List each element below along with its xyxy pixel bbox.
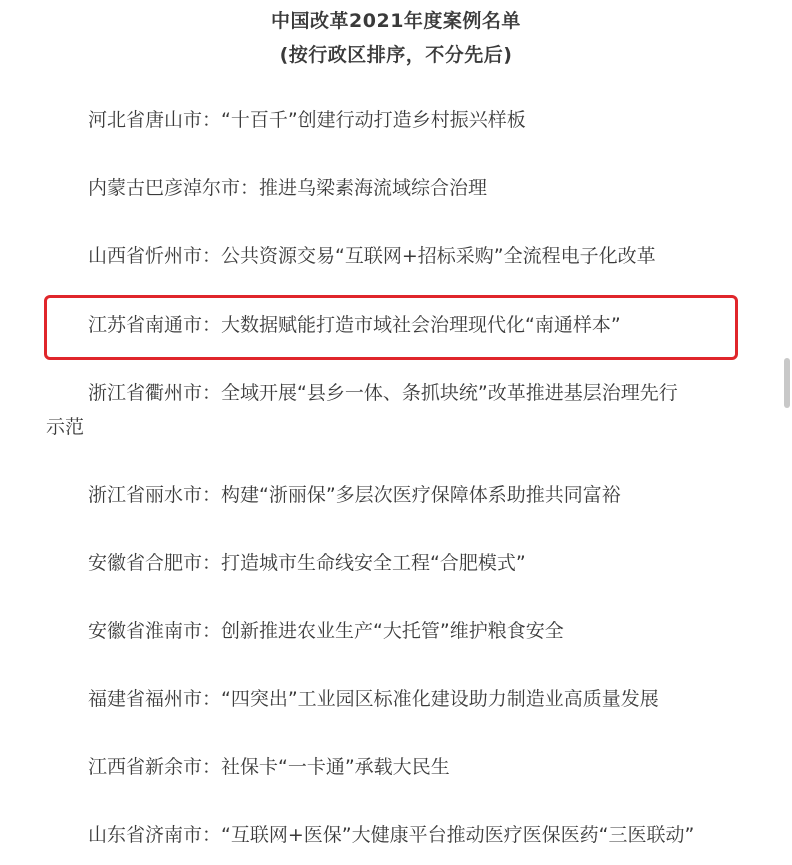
- list-item: [0, 171, 760, 205]
- page-subtitle: (按行政区排序，不分先后): [279, 44, 513, 66]
- list-item: [0, 614, 760, 648]
- list-item: [0, 103, 760, 137]
- list-item: [0, 546, 760, 580]
- list-item: [0, 239, 760, 273]
- list-item-text: 安徽省淮南市：创新推进农业生产“大托管”维护粮食安全: [88, 620, 564, 642]
- list-item: [0, 376, 760, 444]
- list-item-continuation: 示范: [46, 416, 85, 438]
- page-title: 中国改革2021年度案例名单: [271, 10, 521, 32]
- list-item-text: 江苏省南通市：大数据赋能打造市域社会治理现代化“南通样本”: [88, 314, 621, 336]
- list-item: [0, 478, 760, 512]
- list-item-text: 浙江省衢州市：全域开展“县乡一体、条抓块统”改革推进基层治理先行: [88, 382, 678, 404]
- list-item: [0, 682, 760, 716]
- list-item-text: 山西省忻州市：公共资源交易“互联网+招标采购”全流程电子化改革: [88, 245, 656, 267]
- list-item-text: 河北省唐山市：“十百千”创建行动打造乡村振兴样板: [88, 109, 526, 131]
- list-item-text: 安徽省合肥市：打造城市生命线安全工程“合肥模式”: [88, 552, 526, 574]
- list-item-text: 福建省福州市：“四突出”工业园区标准化建设助力制造业高质量发展: [88, 688, 659, 710]
- list-item: [0, 818, 760, 852]
- list-item: [0, 750, 760, 784]
- scrollbar[interactable]: [780, 0, 792, 865]
- list-item-text: 江西省新余市：社保卡“一卡通”承载大民生: [88, 756, 450, 778]
- list-item-text: 浙江省丽水市：构建“浙丽保”多层次医疗保障体系助推共同富裕: [88, 484, 621, 506]
- list-item-text: 山东省济南市：“互联网+医保”大健康平台推动医疗医保医药“三医联动”: [88, 824, 695, 846]
- highlight-box: [44, 295, 738, 360]
- scrollbar-thumb[interactable]: [784, 358, 790, 408]
- list-item-text: 内蒙古巴彦淖尔市：推进乌梁素海流域综合治理: [88, 177, 488, 199]
